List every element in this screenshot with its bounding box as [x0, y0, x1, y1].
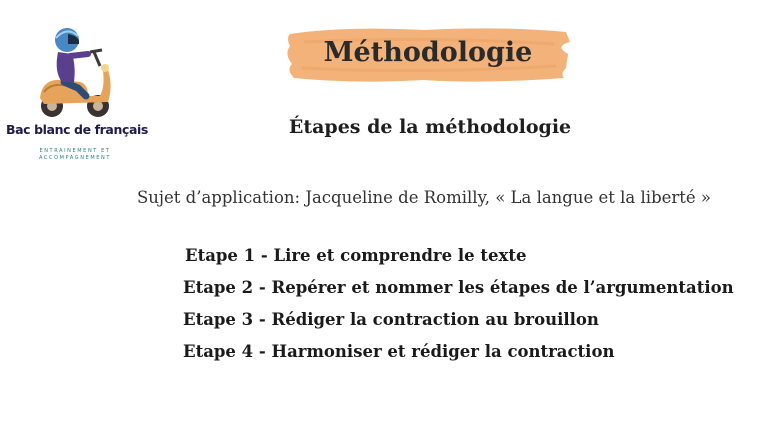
scooter-rider-icon: [30, 22, 120, 122]
slide-subtitle: Étapes de la méthodologie: [288, 116, 572, 138]
slide-title: Méthodologie: [323, 37, 533, 68]
logo-title: Bac blanc de français: [6, 122, 148, 137]
logo-subtitle-line1: ENTRAINEMENT ET: [39, 148, 111, 154]
subject-line: Sujet d’application: Jacqueline de Romilly, « La langue et la liberté »: [136, 188, 712, 207]
brand-logo: [6, 18, 148, 163]
steps-list: [183, 240, 734, 368]
step-item: Etape 4 - Harmoniser et rédiger la contraction: [183, 342, 615, 361]
title-banner: [284, 24, 572, 84]
step-item: Etape 1 - Lire et comprendre le texte: [185, 246, 527, 265]
step-item: Etape 2 - Repérer et nommer les étapes de l’argumentation: [183, 278, 734, 297]
logo-subtitle-line2: ACCOMPAGNEMENT: [38, 155, 112, 161]
step-item: Etape 3 - Rédiger la contraction au brouillon: [183, 310, 599, 329]
